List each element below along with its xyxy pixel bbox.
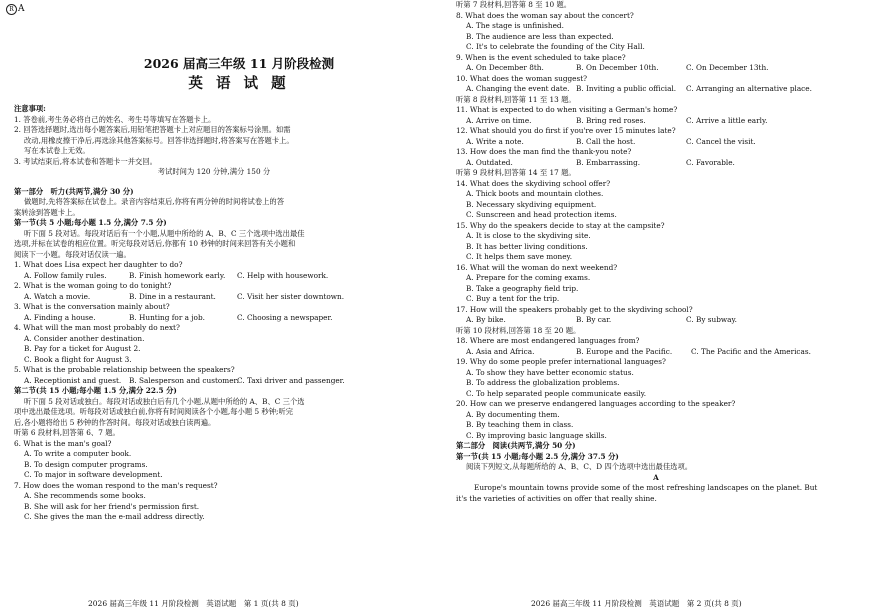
options-row xyxy=(14,271,414,282)
option: C. Taxi driver and passenger. xyxy=(237,375,345,385)
notice-line: 写在本试卷上无效。 xyxy=(24,146,90,155)
option: C. Buy a tent for the trip. xyxy=(466,294,560,303)
option: B. Call the host. xyxy=(576,136,636,146)
option: A. Follow family rules. xyxy=(24,270,107,280)
options-row xyxy=(456,116,856,127)
question: 11. What is expected to do when visiting a German's home? xyxy=(456,105,678,114)
part1-intro: 案转涂到答题卡上。 xyxy=(14,207,80,217)
option: A. Asia and Africa. xyxy=(466,346,535,356)
option: C. She gives the man the e-mail address directly. xyxy=(24,512,205,521)
option: A. It is close to the skydiving site. xyxy=(466,231,591,240)
option: A. To write a computer book. xyxy=(24,449,132,458)
question: 10. What does the woman suggest? xyxy=(456,73,588,83)
section2-intro: 听下面 5 段对话或独白。每段对话或独白后有几个小题,从题中所给的 A、B、C 三个选 xyxy=(24,396,305,406)
options-row xyxy=(456,84,856,95)
options-row xyxy=(14,292,414,303)
material-label: 听第 10 段材料,回答第 18 至 20 题。 xyxy=(456,325,581,335)
option: C. Help with housework. xyxy=(237,270,329,280)
option: A. To show they have better economic status. xyxy=(466,367,634,377)
option: C. By improving basic language skills. xyxy=(466,430,607,440)
option: C. Cancel the visit. xyxy=(686,136,756,146)
question: 18. Where are most endangered languages from? xyxy=(456,336,640,345)
option: C. It helps them save money. xyxy=(466,252,573,261)
options-row xyxy=(456,315,856,326)
option: B. Salesperson and customer. xyxy=(129,375,239,385)
option: B. To address the globalization problems. xyxy=(466,378,620,387)
section2-intro: 后,各小题将给出 5 秒钟的作答时间。每段对话或独白读两遍。 xyxy=(14,417,216,427)
option: C. The Pacific and the Americas. xyxy=(691,346,811,356)
passage-line: it's the varieties of activities on offer that really shine. xyxy=(456,493,657,503)
corner-mark: R A xyxy=(6,4,25,15)
option: A. Watch a movie. xyxy=(24,291,91,301)
notice-line: 1. 答卷前,考生务必将自己的姓名、考生号等填写在答题卡上。 xyxy=(14,114,216,124)
option: A. Receptionist and guest. xyxy=(24,375,122,385)
options-row xyxy=(456,347,856,358)
section2-intro: 项中选出最佳选项。听每段对话或独白前,你将有时间阅读各个小题,每小题 5 秒钟;听完 xyxy=(14,407,294,416)
option: B. She will ask for her friend's permission first. xyxy=(24,501,200,511)
page-footer-left: 2026 届高三年级 11 月阶段检测 英语试题 第 1 页(共 8 页) xyxy=(88,599,299,608)
section1-intro: 听下面 5 段对话。每段对话后有一个小题,从题中所给的 A、B、C 三个选项中选出最佳 xyxy=(24,228,305,238)
question: 15. Why do the speakers decide to stay at the campsite? xyxy=(456,220,665,230)
exam-title: 2026 届高三年级 11 月阶段检测 xyxy=(143,56,335,71)
question: 19. Why do some people prefer international languages? xyxy=(456,357,666,366)
option: A. By bike. xyxy=(466,315,506,324)
material-label: 听第 6 段材料,回答第 6、7 题。 xyxy=(14,428,120,437)
option: A. By documenting them. xyxy=(466,409,560,419)
question: 2. What is the woman going to do tonight? xyxy=(14,281,172,290)
question: 5. What is the probable relationship between the speakers? xyxy=(14,365,235,374)
option: B. Hunting for a job. xyxy=(129,312,205,322)
option: B. Europe and the Pacific. xyxy=(576,346,673,356)
option: C. To help separated people communicate easily. xyxy=(466,388,647,398)
question: 8. What does the woman say about the concert? xyxy=(456,10,634,20)
left-body xyxy=(14,104,414,523)
option: C. Visit her sister downtown. xyxy=(237,291,345,301)
option: C. Book a flight for August 3. xyxy=(24,354,132,364)
option: B. It has better living conditions. xyxy=(466,241,588,251)
option: B. Finish homework early. xyxy=(129,270,226,280)
option: C. Choosing a newspaper. xyxy=(237,312,333,322)
notice-line: 3. 考试结束后,将本试卷和答题卡一并交回。 xyxy=(14,156,157,166)
part2-heading: 第二部分 阅读(共两节,满分 50 分) xyxy=(456,441,576,450)
question: 12. What should you do first if you're over 15 minutes late? xyxy=(456,126,676,135)
option: A. She recommends some books. xyxy=(24,491,146,500)
option: B. To design computer programs. xyxy=(24,459,148,469)
question: 20. How can we preserve endangered languages according to the speaker? xyxy=(456,399,736,408)
option: B. The audience are less than expected. xyxy=(466,31,614,41)
part1-heading: 第一部分 听力(共两节,满分 30 分) xyxy=(14,186,134,196)
option: A. On December 8th. xyxy=(466,63,544,72)
question: 7. How does the woman respond to the man's request? xyxy=(14,480,218,490)
exam-subtitle: 英 语 试 题 xyxy=(188,75,290,92)
options-row xyxy=(456,158,856,169)
notice-heading: 注意事项: xyxy=(14,104,46,113)
option: B. Pay for a ticket for August 2. xyxy=(24,344,141,353)
section1-intro: 选项,并标在试卷的相应位置。听完每段对话后,你都有 10 秒钟的时间来回答有关小题和 xyxy=(14,239,296,248)
passage-label: A xyxy=(653,472,659,482)
part1-intro: 做题时,先将答案标在试卷上。录音内容结束后,你将有两分钟的时间将试卷上的答 xyxy=(24,197,285,206)
material-label: 听第 8 段材料,回答第 11 至 13 题。 xyxy=(456,94,576,104)
options-row xyxy=(456,63,856,74)
option: C. It's to celebrate the founding of the City Hall. xyxy=(466,42,645,51)
option: B. Bring red roses. xyxy=(576,115,646,125)
option: C. Arranging an alternative place. xyxy=(686,84,812,93)
option: A. Finding a house. xyxy=(24,312,96,322)
material-label: 听第 9 段材料,回答第 14 至 17 题。 xyxy=(456,168,576,177)
question: 14. What does the skydiving school offer? xyxy=(456,178,611,188)
option: A. Arrive on time. xyxy=(466,115,532,125)
question: 16. What will the woman do next weekend? xyxy=(456,262,618,272)
option: A. Outdated. xyxy=(466,157,513,167)
option: B. Dine in a restaurant. xyxy=(129,291,216,301)
option: B. Take a geography field trip. xyxy=(466,283,579,293)
section1-heading: 第一节(共 5 小题;每小题 1.5 分,满分 7.5 分) xyxy=(14,218,167,227)
option: C. Favorable. xyxy=(686,157,735,167)
option: C. By subway. xyxy=(686,315,737,324)
options-row xyxy=(456,137,856,148)
option: C. Sunscreen and head protection items. xyxy=(466,210,617,219)
passage-line: Europe's mountain towns provide some of the most refreshing landscapes on the planet. But xyxy=(474,483,818,492)
notice-line: 2. 回答选择题时,选出每小题答案后,用铅笔把答题卡上对应题目的答案标号涂黑。如需 xyxy=(14,125,291,134)
option: B. By car. xyxy=(576,315,612,324)
registered-circle-icon: R xyxy=(6,4,17,15)
right-body xyxy=(456,0,856,504)
material-label: 听第 7 段材料,回答第 8 至 10 题。 xyxy=(456,0,572,9)
option: A. The stage is unfinished. xyxy=(466,21,564,30)
option: A. Write a note. xyxy=(466,136,524,146)
time-note: 考试时间为 120 分钟,满分 150 分 xyxy=(157,167,271,176)
option: B. Inviting a public official. xyxy=(576,84,677,93)
question: 3. What is the conversation mainly about? xyxy=(14,302,170,311)
option: A. Consider another destination. xyxy=(24,333,145,343)
question: 17. How will the speakers probably get to the skydiving school? xyxy=(456,304,693,314)
page-footer-right: 2026 届高三年级 11 月阶段检测 英语试题 第 2 页(共 8 页) xyxy=(531,599,742,608)
part2-section1-heading: 第一节(共 15 小题;每小题 2.5 分,满分 37.5 分) xyxy=(456,451,619,461)
section1-intro: 阅读下一小题。每段对话仅读一遍。 xyxy=(14,249,131,259)
notice-line: 改动,用橡皮擦干净后,再选涂其他答案标号。回答非选择题时,将答案写在答题卡上。 xyxy=(24,135,294,145)
question: 13. How does the man find the thank-you note? xyxy=(456,147,632,156)
option: B. Embarrassing. xyxy=(576,157,641,167)
option: B. Necessary skydiving equipment. xyxy=(466,199,597,209)
question: 6. What is the man's goal? xyxy=(14,438,112,448)
question: 1. What does Lisa expect her daughter to do? xyxy=(14,260,183,269)
option: A. Thick boots and mountain clothes. xyxy=(466,189,604,198)
question: 9. When is the event scheduled to take place? xyxy=(456,52,626,62)
option: C. To major in software development. xyxy=(24,470,163,479)
option: B. On December 10th. xyxy=(576,63,659,72)
option: A. Changing the event date. xyxy=(466,84,570,93)
option: B. By teaching them in class. xyxy=(466,420,574,429)
options-row xyxy=(14,376,414,387)
option: C. On December 13th. xyxy=(686,63,769,72)
section2-heading: 第二节(共 15 小题;每小题 1.5 分,满分 22.5 分) xyxy=(14,386,177,395)
part2-section1-intro: 阅读下列短文,从每题所给的 A、B、C、D 四个选项中选出最佳选项。 xyxy=(466,462,693,471)
option: A. Prepare for the coming exams. xyxy=(466,273,591,282)
question: 4. What will the man most probably do next? xyxy=(14,323,180,332)
option: C. Arrive a little early. xyxy=(686,115,768,125)
options-row xyxy=(14,313,414,324)
